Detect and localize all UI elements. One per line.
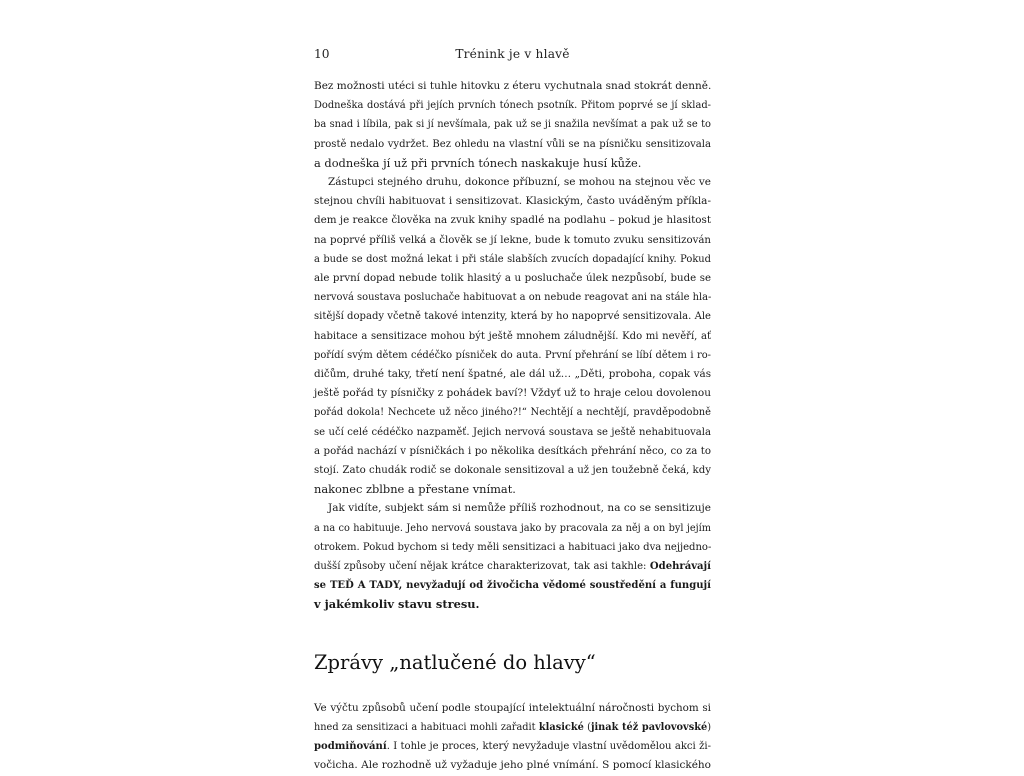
bold-text-line: v jakémkoliv stavu stresu.	[314, 597, 480, 612]
page-header	[314, 42, 711, 66]
bold-text-run: jinak též pavlovovské	[590, 721, 708, 733]
paragraph-2	[314, 173, 711, 499]
text-line	[314, 718, 711, 737]
bold-text-run: podmiňování	[314, 741, 387, 753]
bold-text-run: Odehrávají	[649, 561, 711, 573]
text-line: nervová soustava posluchače habituovat a on nebude reagovat ani na stále hla-	[314, 292, 712, 304]
text-line: pořád dokola! Nechcete už něco jiného?!“ Nechtějí a nechtějí, pravděpodobně	[314, 407, 711, 419]
paragraph-3	[314, 499, 711, 614]
text-line: a pořád nachází v písničkách i po několika desítkách přehrání něco, co za to	[314, 445, 711, 457]
section-heading: Zprávy „natlučené do hlavy“	[314, 650, 596, 674]
text-line: ba snad i líbila, pak si jí nevšímala, pak už se ji snažila nevšímat a pak už se to	[314, 119, 711, 131]
bold-text-run: klasické	[538, 721, 584, 733]
text-line: a na co habituuje. Jeho nervová soustava jako by pracovala za něj a on byl jejím	[314, 522, 711, 534]
page-body	[314, 77, 711, 776]
text-line: Ve výčtu způsobů učení podle stoupající intelektuální náročnosti bychom si	[314, 701, 711, 714]
text-line: sitější dopady včetně takové intenzity, která by ho napoprvé sensitizovala. Ale	[314, 311, 711, 323]
paragraph-4	[314, 699, 711, 776]
text-line: na poprvé příliš velká a člověk se jí lekne, bude k tomuto zvuku sensitizován	[314, 234, 711, 246]
book-page	[314, 42, 711, 776]
text-line: se učí celé cédéčko nazpaměť. Jejich nervová soustava se ještě nehabituovala	[314, 426, 711, 438]
page-number: 10	[314, 47, 330, 61]
text-line: pořídí svým dětem cédéčko písniček do auta. První přehrání se líbí dětem i ro-	[314, 349, 711, 361]
text-line: dem je reakce člověka na zvuk knihy spadlé na podlahu – pokud je hlasitost	[314, 214, 711, 227]
text-line: Bez možnosti utéci si tuhle hitovku z éteru vychutnala snad stokrát denně.	[314, 80, 712, 92]
text-run: dušší způsoby učení nějak krátce charakterizovat, tak asi takhle:	[314, 561, 650, 573]
text-run: (	[583, 721, 591, 733]
text-line: ještě pořád ty písničky z pohádek baví?! Vždyť už to hraje celou dovolenou	[314, 387, 711, 400]
text-line: ale první dopad nebude tolik hlasitý a u posluchače úlek nezpůsobí, bude se	[314, 273, 711, 285]
text-line: a bude se dost možná lekat i při stále slabších zvucích dopadající knihy. Pokud	[314, 253, 711, 265]
text-run: . I tohle je proces, který nevyžaduje vlastní uvědomělou akci ži-	[386, 741, 711, 753]
text-run: hned za sensitizaci a habituaci mohli zařadit	[314, 721, 539, 733]
text-line: a dodneška jí už při prvních tónech naskakuje husí kůže.	[314, 155, 642, 170]
text-line: vočicha. Ale rozhodně už vyžaduje jeho plné vnímání. S pomocí klasického	[314, 759, 711, 772]
running-title: Trénink je v hlavě	[455, 47, 570, 61]
text-line	[314, 737, 711, 756]
bold-text-line: se TEĎ A TADY, nevyžadují od živočicha vědomé soustředění a fungují	[314, 580, 711, 592]
paragraph-1	[314, 77, 711, 173]
text-line: nakonec zblbne a přestane vnímat.	[314, 482, 516, 497]
text-line: prostě nedalo vydržet. Bez ohledu na vlastní vůli se na písničku sensitizovala	[314, 138, 711, 150]
text-line: Zástupci stejného druhu, dokonce příbuzní, se mohou na stejnou věc ve	[328, 176, 711, 189]
text-line: Jak vidíte, subjekt sám si nemůže příliš rozhodnout, na co se sensitizuje	[328, 502, 711, 515]
text-line: Dodneška dostává při jejích prvních tónech psotník. Přitom poprvé se jí sklad-	[314, 100, 711, 112]
text-line	[314, 557, 711, 576]
text-line: habitace a sensitizace mohou být ještě mnohem záludnější. Kdo mi nevěří, ať	[314, 330, 711, 342]
text-line: stejnou chvíli habituovat i sensitizovat. Klasickým, často uváděným příkla-	[314, 195, 711, 208]
text-line: stojí. Zato chudák rodič se dokonale sensitizoval a už jen toužebně čeká, kdy	[314, 465, 711, 477]
text-run: )	[707, 721, 711, 733]
text-line: otrokem. Pokud bychom si tedy měli sensitizaci a habituaci jako dva nejjedno-	[314, 541, 712, 553]
text-line: dičům, druhé taky, třetí není špatné, ale dál už… „Děti, proboha, copak vás	[314, 368, 711, 381]
